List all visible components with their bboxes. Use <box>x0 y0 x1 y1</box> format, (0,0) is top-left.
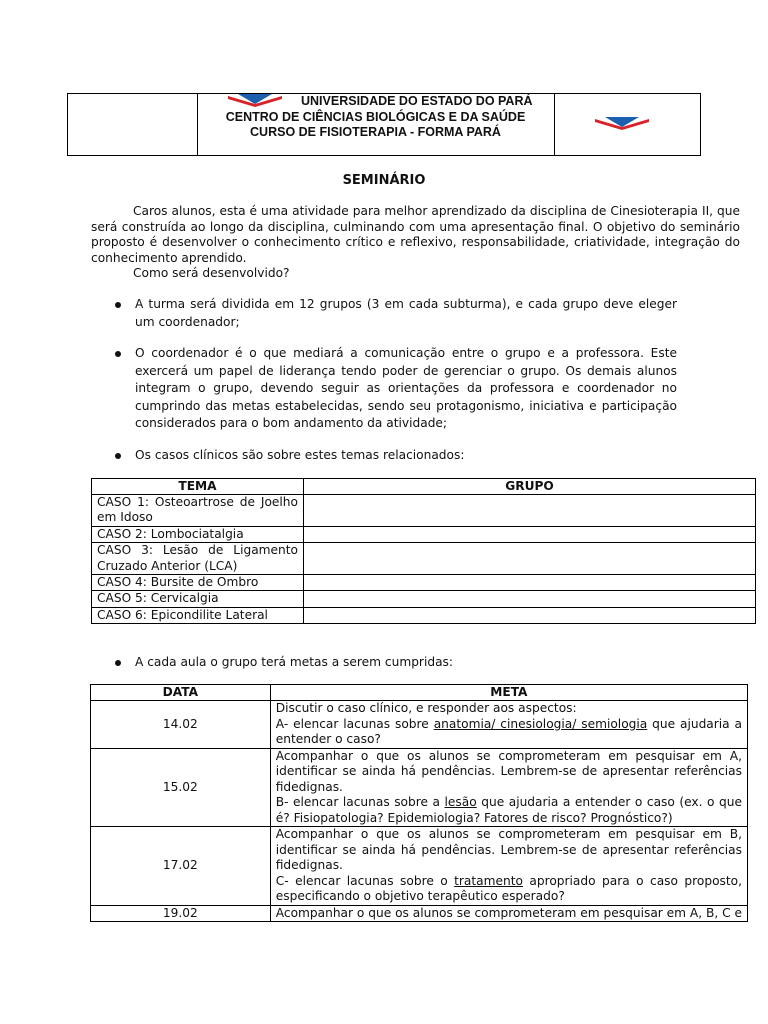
case-theme: CASO 2: Lombociatalgia <box>92 526 304 542</box>
table-row <box>92 575 756 591</box>
course-name: CURSO DE FISIOTERAPIA - FORMA PARÁ <box>250 125 501 139</box>
table-row <box>91 905 748 922</box>
goal-description <box>270 748 747 827</box>
table-header-row <box>92 479 756 495</box>
case-theme: CASO 4: Bursite de Ombro <box>92 575 304 591</box>
case-theme: CASO 1: Osteoartrose de Joelho em Idoso <box>92 495 304 527</box>
goal-date: 14.02 <box>91 701 271 749</box>
case-theme: CASO 3: Lesão de Ligamento Cruzado Anterior (LCA) <box>92 543 304 575</box>
goal-item-underlined: tratamento <box>454 873 523 888</box>
goal-item-text: que ajudaria a entender o caso (ex. o que é? Fisiopatologia? Epidemiologia? Fatores de risco? Prognóstico?) <box>275 795 742 825</box>
table-row <box>92 607 756 623</box>
goal-date: 17.02 <box>91 827 271 906</box>
table-row <box>92 543 756 575</box>
case-group <box>304 495 756 527</box>
table-row <box>91 827 748 906</box>
table-row <box>91 701 748 749</box>
goal-date: 19.02 <box>91 905 271 922</box>
case-group <box>304 591 756 607</box>
bullet-icon <box>115 660 121 666</box>
goal-item-text: que ajudaria a entender o caso? <box>275 716 743 746</box>
bullet-item: Os casos clínicos são sobre estes temas relacionados: <box>135 448 465 462</box>
column-header-grupo: GRUPO <box>304 479 756 495</box>
bullet-item: O coordenador é o que mediará a comunicação entre o grupo e a professora. Este exercerá um papel de liderança tendo poder de gerenciar o grupo. Os demais alunos integram o grupo, devendo seguir as orientações da professora e coordenador no cumprindo das metas estabelecidas, sendo seu protagonismo, iniciativa e participação considerados para o bom andamento da atividade; <box>135 346 677 430</box>
table-row <box>92 591 756 607</box>
table-row <box>91 748 748 827</box>
case-group <box>304 575 756 591</box>
column-header-data: DATA <box>91 685 271 701</box>
goal-item-text: B- elencar lacunas sobre a <box>275 795 445 809</box>
intro-question: Como será desenvolvido? <box>133 266 290 280</box>
header-divider <box>554 93 555 156</box>
bullet-item: A turma será dividida em 12 grupos (3 em cada subturma), e cada grupo deve eleger um coordenador; <box>135 297 677 329</box>
case-group <box>304 526 756 542</box>
bullet-icon <box>115 351 121 357</box>
bullet-item: A cada aula o grupo terá metas a serem cumpridas: <box>135 655 453 669</box>
center-name: CENTRO DE CIÊNCIAS BIOLÓGICAS E DA SAÚDE <box>225 110 526 124</box>
goal-description <box>270 827 747 906</box>
goal-description <box>270 701 747 749</box>
bullet-icon <box>115 302 121 308</box>
goal-item-text: A- elencar lacunas sobre <box>275 716 434 731</box>
university-logo-icon <box>228 94 282 108</box>
intro-paragraph: Caros alunos, esta é uma atividade para melhor aprendizado da disciplina de Cinesioterapia II, que será construída ao longo da disciplina, culminando com uma apresentação final. O objetivo do seminário proposto é desenvolver o conhecimento crítico e reflexivo, responsabilidade, criatividade, integração do conhecimento aprendido. <box>91 204 740 265</box>
column-header-tema: TEMA <box>92 479 304 495</box>
table-row <box>92 526 756 542</box>
goal-item <box>276 717 742 748</box>
page-title: SEMINÁRIO <box>342 173 426 188</box>
goal-item-underlined: anatomia/ cinesiologia/ semiologia <box>433 716 648 731</box>
goal-description: Acompanhar o que os alunos se comprometeram em pesquisar em A, B, C e <box>270 905 747 922</box>
table-row <box>92 495 756 527</box>
cases-table <box>91 478 756 624</box>
table-header-row <box>91 685 748 701</box>
goal-item <box>276 874 742 905</box>
university-name: UNIVERSIDADE DO ESTADO DO PARÁ <box>301 94 533 108</box>
forma-para-logo-icon <box>595 116 649 131</box>
goal-item-text: apropriado para o caso proposto, especificando o objetivo terapêutico esperado? <box>275 873 742 903</box>
goal-intro: Acompanhar o que os alunos se comprometeram em pesquisar em B, identificar se ainda há pendências. Lembrem-se de apresentar referências fidedignas. <box>275 827 742 872</box>
case-theme: CASO 6: Epicondilite Lateral <box>92 607 304 623</box>
bullet-icon <box>115 453 121 459</box>
goal-date: 15.02 <box>91 748 271 827</box>
column-header-meta: META <box>270 685 747 701</box>
goal-item <box>276 795 742 826</box>
goal-item-underlined: lesão <box>444 795 477 809</box>
case-group <box>304 607 756 623</box>
goal-intro: Acompanhar o que os alunos se comprometeram em pesquisar em A, identificar se ainda há pendências. Lembrem-se de apresentar referências fidedignas. <box>275 748 742 794</box>
goal-item-text: C- elencar lacunas sobre o <box>275 873 455 888</box>
case-group <box>304 543 756 575</box>
case-theme: CASO 5: Cervicalgia <box>92 591 304 607</box>
goal-intro: Discutir o caso clínico, e responder aos aspectos: <box>275 701 577 715</box>
goals-table <box>90 684 748 922</box>
